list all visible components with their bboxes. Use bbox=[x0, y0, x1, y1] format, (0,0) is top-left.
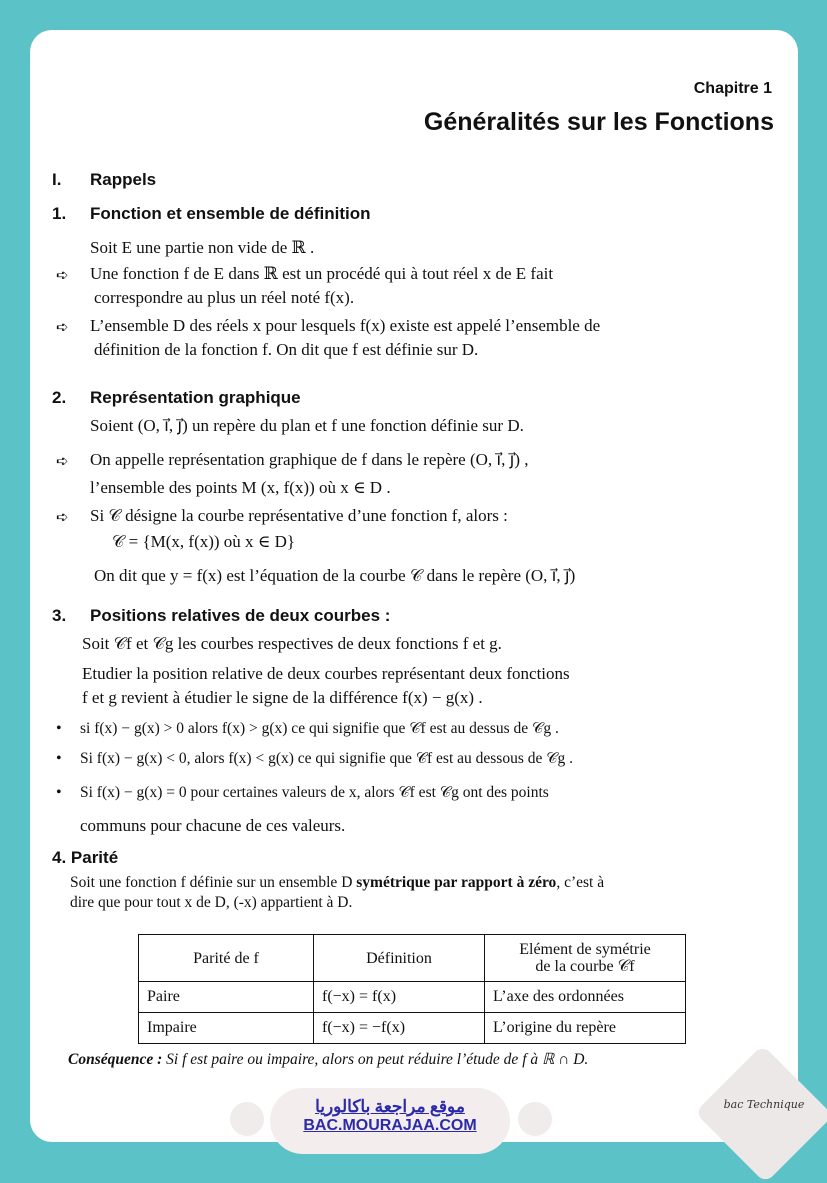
site-logo-icon bbox=[230, 1102, 264, 1136]
site-logo-icon bbox=[518, 1102, 552, 1136]
arrow-icon: ➪ bbox=[56, 320, 69, 336]
stamp-text: bac Technique bbox=[723, 1098, 805, 1111]
consequence-label: Conséquence : bbox=[68, 1051, 163, 1068]
document-page bbox=[30, 30, 805, 1142]
footer-arabic-link[interactable]: موقع مراجعة باكالوريا bbox=[315, 1097, 465, 1116]
paragraph: On appelle représentation graphique de f dans le repère (O, i⃗, j⃗) , bbox=[90, 450, 529, 469]
table-cell: L’origine du repère bbox=[485, 1013, 686, 1044]
consequence-text: Si f est paire ou impaire, alors on peut réduire l’étude de f à ℝ ∩ D. bbox=[162, 1051, 589, 1068]
table-header-row bbox=[139, 935, 686, 982]
table-cell: Paire bbox=[139, 982, 314, 1013]
table-cell: f(−x) = −f(x) bbox=[314, 1013, 485, 1044]
paragraph: définition de la fonction f. On dit que f est définie sur D. bbox=[94, 340, 479, 359]
paragraph: On dit que y = f(x) est l’équation de la courbe 𝒞 dans le repère (O, i⃗, j⃗) bbox=[94, 566, 576, 585]
subsection-number: 1. bbox=[52, 204, 67, 223]
paragraph: Soit E une partie non vide de ℝ . bbox=[90, 238, 315, 257]
subsection-heading-definition: Fonction et ensemble de définition bbox=[90, 204, 371, 223]
subsection-heading-positions: Positions relatives de deux courbes : bbox=[90, 606, 391, 625]
subsection-heading-graph: Représentation graphique bbox=[90, 388, 301, 407]
table-header-line: de la courbe 𝒞f bbox=[535, 958, 635, 975]
bullet-icon: • bbox=[56, 720, 62, 737]
table-row bbox=[139, 982, 686, 1013]
paragraph: l’ensemble des points M (x, f(x)) où x ∈ D . bbox=[90, 478, 391, 497]
paragraph: Soit 𝒞f et 𝒞g les courbes respectives de deux fonctions f et g. bbox=[82, 634, 502, 653]
section-number: I. bbox=[52, 170, 62, 189]
subsection-heading-parity: 4. Parité bbox=[52, 848, 119, 867]
paragraph: L’ensemble D des réels x pour lesquels f(x) existe est appelé l’ensemble de bbox=[90, 316, 601, 335]
text-run: , c’est à bbox=[556, 874, 605, 891]
arrow-icon: ➪ bbox=[56, 454, 69, 470]
paragraph: communs pour chacune de ces valeurs. bbox=[80, 816, 346, 835]
paragraph: f et g revient à étudier le signe de la différence f(x) − g(x) . bbox=[82, 688, 483, 707]
consequence bbox=[68, 1050, 588, 1069]
paragraph: Si 𝒞 désigne la courbe représentative d’une fonction f, alors : bbox=[90, 506, 508, 525]
parity-table bbox=[138, 934, 686, 1044]
table-cell: f(−x) = f(x) bbox=[314, 982, 485, 1013]
bullet-icon: • bbox=[56, 784, 62, 801]
paragraph: si f(x) − g(x) > 0 alors f(x) > g(x) ce qui signifie que 𝒞f est au dessus de 𝒞g . bbox=[80, 720, 559, 737]
page-title: Généralités sur les Fonctions bbox=[423, 108, 774, 136]
paragraph: Si f(x) − g(x) < 0, alors f(x) < g(x) ce qui signifie que 𝒞f est au dessous de 𝒞g . bbox=[80, 750, 574, 767]
paragraph: Si f(x) − g(x) = 0 pour certaines valeurs de x, alors 𝒞f est 𝒞g ont des points bbox=[80, 784, 549, 801]
table-cell: L’axe des ordonnées bbox=[485, 982, 686, 1013]
paragraph: correspondre au plus un réel noté f(x). bbox=[94, 288, 355, 307]
emphasis: symétrique par rapport à zéro bbox=[356, 874, 557, 891]
arrow-icon: ➪ bbox=[56, 268, 69, 284]
formula: 𝒞 = {M(x, f(x)) où x ∈ D} bbox=[112, 532, 296, 551]
table-header-line: Elément de symétrie bbox=[519, 941, 651, 958]
table-header-cell: Parité de f bbox=[139, 935, 314, 982]
chapter-label: Chapitre 1 bbox=[693, 80, 772, 97]
paragraph bbox=[70, 874, 604, 892]
table-header-cell bbox=[485, 935, 686, 982]
text-run: Soit une fonction f définie sur un ensemble D bbox=[70, 874, 357, 891]
subsection-number: 2. bbox=[52, 388, 67, 407]
bullet-icon: • bbox=[56, 750, 62, 767]
stamp-badge bbox=[695, 1045, 827, 1183]
footer-site-badge[interactable] bbox=[270, 1088, 510, 1154]
paragraph: Soient (O, i⃗, j⃗) un repère du plan et f une fonction définie sur D. bbox=[90, 416, 524, 435]
paragraph: Etudier la position relative de deux courbes représentant deux fonctions bbox=[82, 664, 570, 683]
subsection-number: 3. bbox=[52, 606, 67, 625]
paragraph: dire que pour tout x de D, (-x) appartient à D. bbox=[70, 894, 353, 911]
footer-url-link[interactable]: BAC.MOURAJAA.COM bbox=[303, 1117, 477, 1134]
table-cell: Impaire bbox=[139, 1013, 314, 1044]
table-header-cell: Définition bbox=[314, 935, 485, 982]
section-heading-rappels: Rappels bbox=[90, 170, 157, 189]
table-row bbox=[139, 1013, 686, 1044]
arrow-icon: ➪ bbox=[56, 510, 69, 526]
paragraph: Une fonction f de E dans ℝ est un procédé qui à tout réel x de E fait bbox=[90, 264, 554, 283]
